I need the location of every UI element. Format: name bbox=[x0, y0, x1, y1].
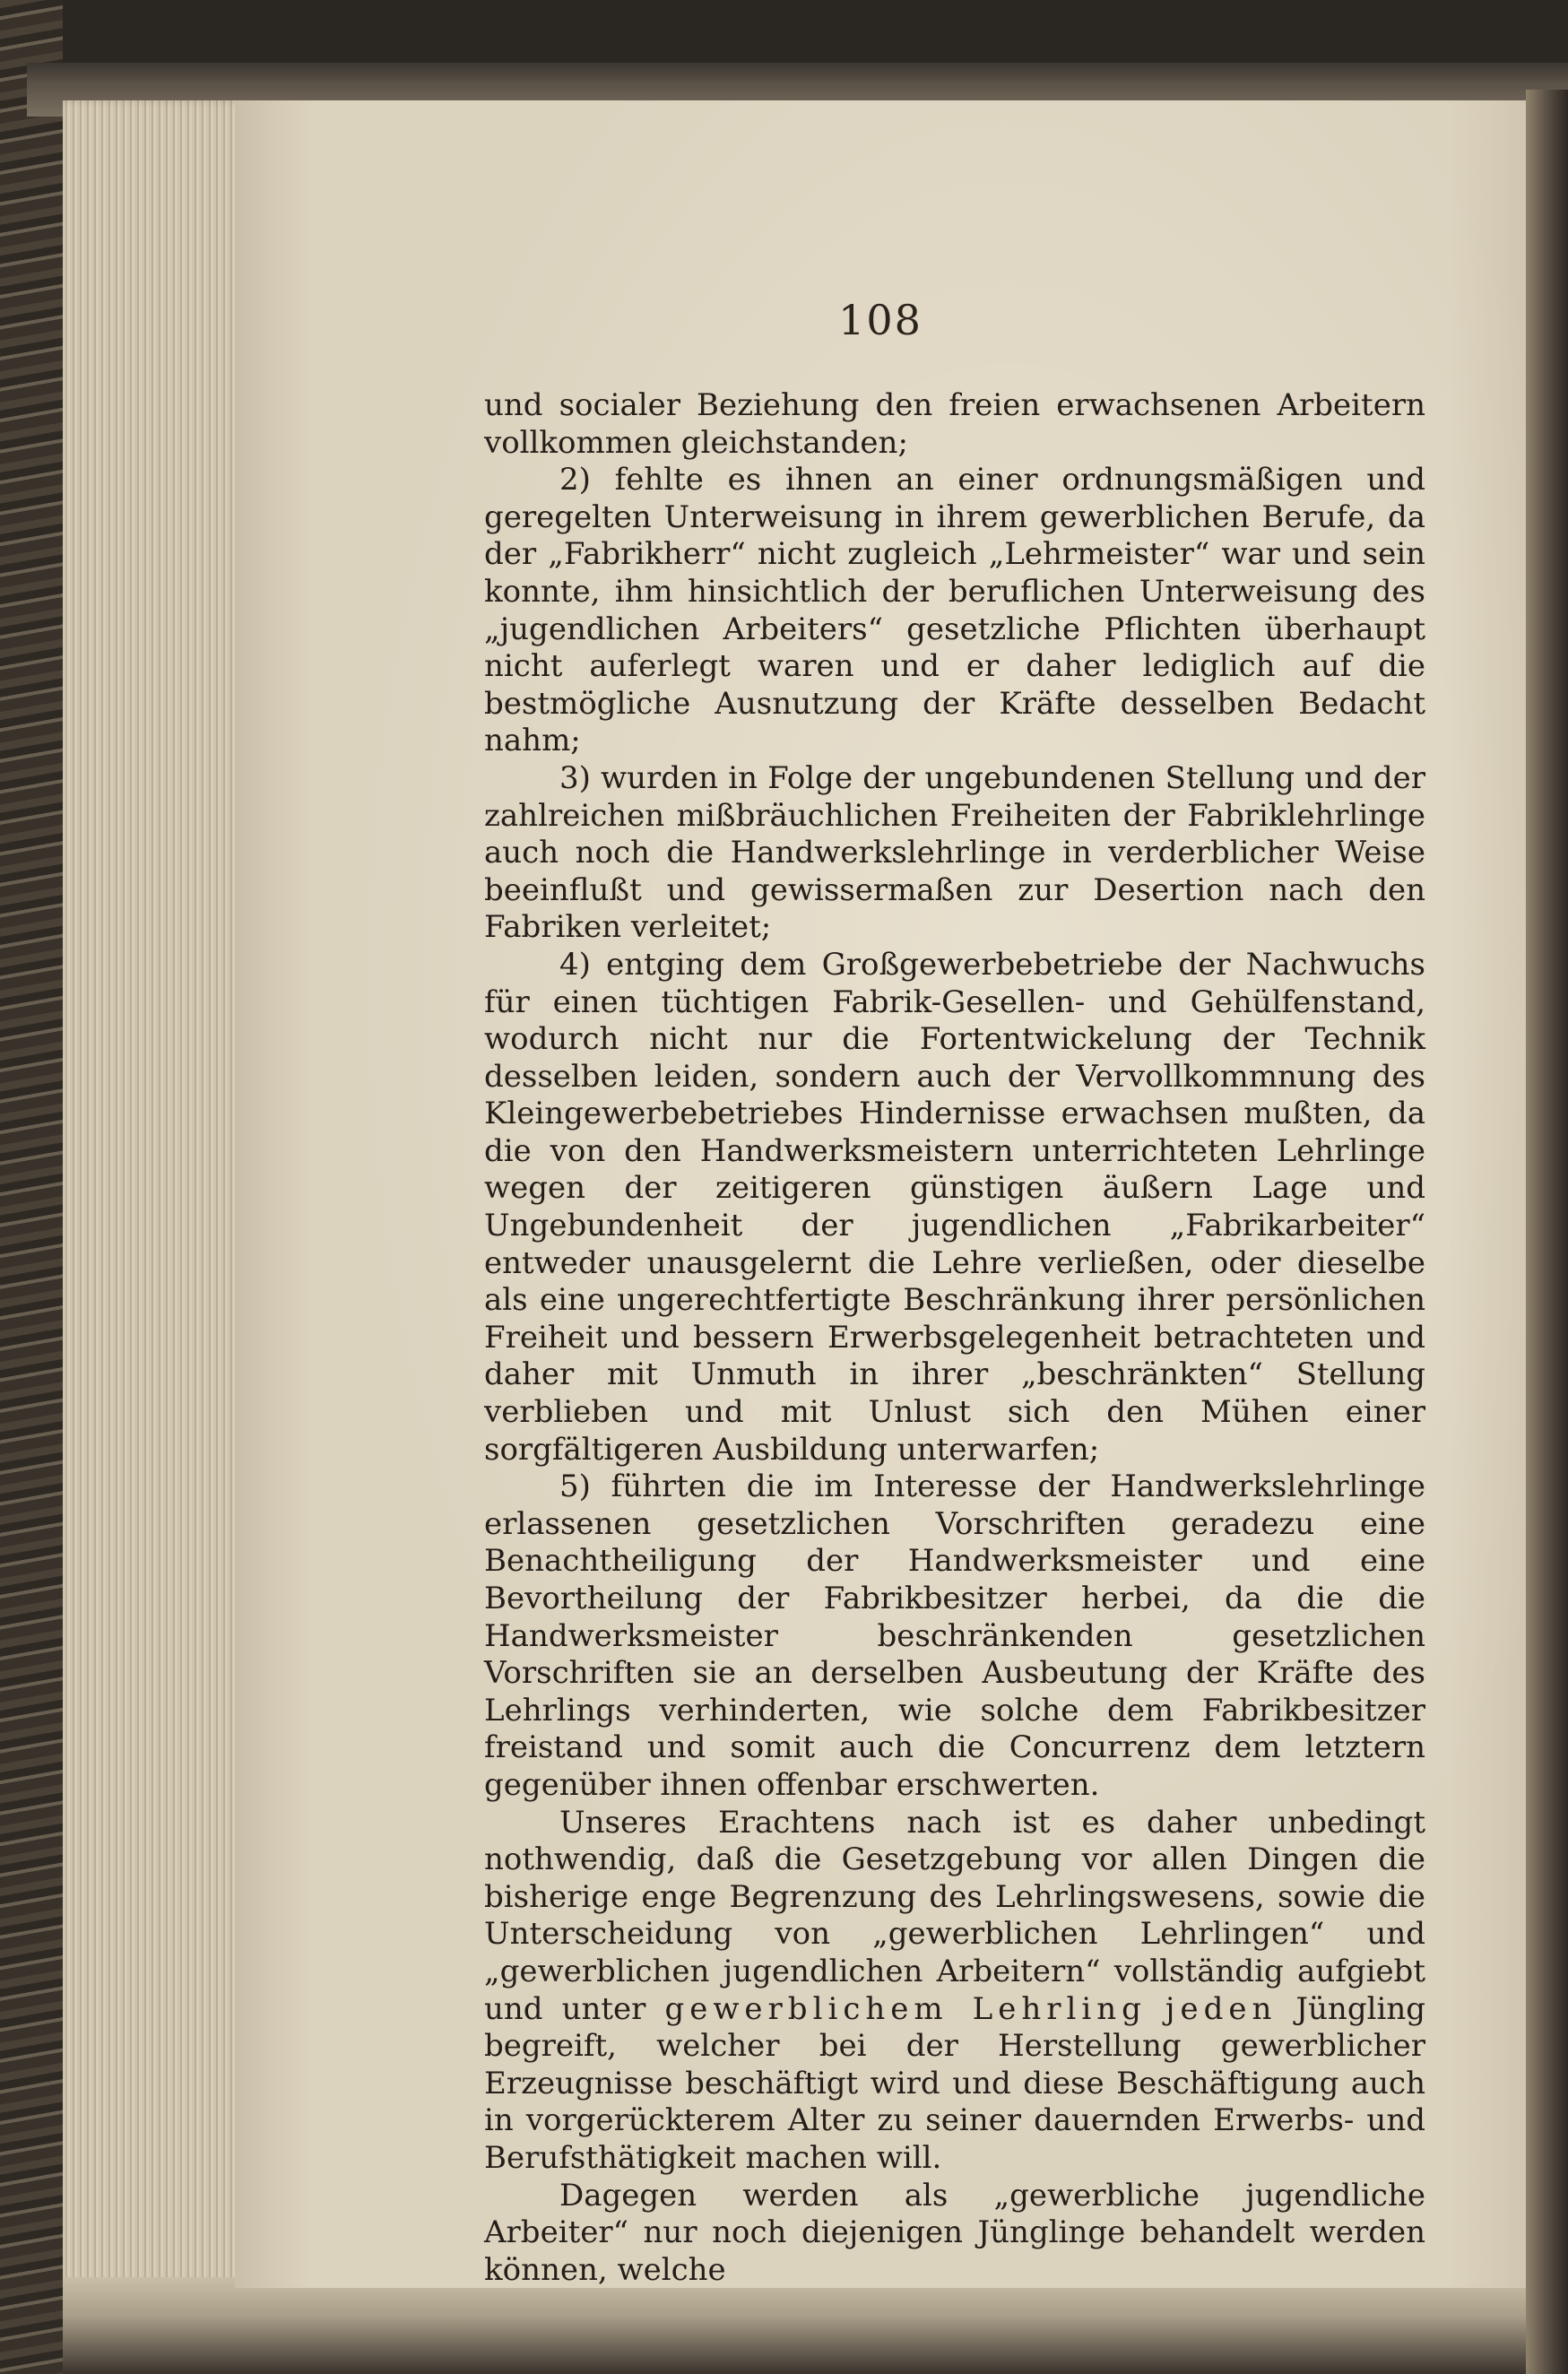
paragraph-segment bbox=[1147, 1991, 1165, 2027]
page-edges-bottom bbox=[63, 2277, 1568, 2374]
emphasized-text: jeden bbox=[1165, 1990, 1278, 2027]
page-edges-stack bbox=[63, 100, 251, 2301]
page-number: 108 bbox=[838, 296, 923, 344]
paragraph: 4) entging dem Großgewerbebetriebe der Nachwuchs für einen tüchtigen Fabrik-Gesellen- und Gehülfenstand, wodurch nicht nur die Fortentwickelung der Technik desselben leiden, sondern auch der Vervollkommnung des Kleingewerbebetriebes Hindernisse erwachsen mußten, da die von den Handwerksmeistern unterrichteten Lehrlinge wegen der zeitigeren günstigen äußern Lage und Ungebundenheit der jugendlichen „Fabrikarbeiter“ entweder unausgelernt die Lehre verließen, oder dieselbe als eine ungerechtfertigte Beschränkung ihrer persönlichen Freiheit und bessern Erwerbsgelegenheit betrachteten und daher mit Unmuth in ihrer „beschränkten“ Stellung verblieben und mit Unlust sich den Mühen einer sorgfältigeren Ausbildung unterwarfen; bbox=[484, 946, 1425, 1468]
book-cover-spine bbox=[0, 0, 63, 2374]
paragraph-segment: Jüngling begreift, welcher bei der Herstellung gewerblicher Erzeugnisse beschäftigt wird und diese Beschäftigung auch in vorgerückterem Alter zu seiner dauernden Erwerbs- und Berufsthätigkeit machen will. bbox=[484, 1990, 1425, 2176]
paragraph: 2) fehlte es ihnen an einer ordnungsmäßigen und geregelten Unterweisung in ihrem gewerblichen Berufe, da der „Fabrikherr“ nicht zugleich „Lehrmeister“ war und sein konnte, ihm hinsichtlich der beruflichen Unterweisung des „jugendlichen Arbeiters“ gesetzliche Pflichten überhaupt nicht auferlegt waren und er daher lediglich auf die bestmögliche Ausnutzung der Kräfte desselben Bedacht nahm; bbox=[484, 462, 1425, 759]
paragraph: 5) führten die im Interesse der Handwerkslehrlinge erlassenen gesetzlichen Vorschriften geradezu eine Benachtheiligung der Handwerksmeister und eine Bevortheilung der Fabrikbesitzer herbei, da die die Handwerksmeister beschränkenden gesetzlichen Vorschriften sie an derselben Ausbeutung der Kräfte des Lehrlings verhinderten, wie solche dem Fabrikbesitzer freistand und somit auch die Concurrenz dem letztern gegenüber ihnen offenbar erschwerten. bbox=[484, 1469, 1425, 1803]
paragraph: und socialer Beziehung den freien erwachsenen Arbeitern vollkommen gleichstanden; bbox=[484, 387, 1425, 461]
paragraph bbox=[484, 1805, 1425, 2178]
page-text bbox=[484, 387, 1425, 2289]
paragraph: Dagegen werden als „gewerbliche jugendliche Arbeiter“ nur noch diejenigen Jünglinge behandelt werden können, welche bbox=[484, 2177, 1425, 2288]
paragraph-segment: Unseres Erachtens nach ist es daher unbedingt nothwendig, daß die Gesetzgebung vor allen Dingen die bisherige enge Begrenzung des Lehrlingswesens, sowie die Unterscheidung von „gewerblichen Lehrlingen“ und „gewerblichen jugendlichen Arbeitern“ vollständig aufgiebt und unter bbox=[484, 1804, 1425, 2027]
facing-page-edge bbox=[1526, 90, 1568, 2374]
paragraph: 3) wurden in Folge der ungebundenen Stellung und der zahlreichen mißbräuchlichen Freiheiten der Fabriklehrlinge auch noch die Handwerkslehrlinge in verderblicher Weise beeinflußt und gewissermaßen zur Desertion nach den Fabriken verleitet; bbox=[484, 759, 1425, 946]
emphasized-text: gewerblichem Lehrling bbox=[664, 1990, 1147, 2027]
